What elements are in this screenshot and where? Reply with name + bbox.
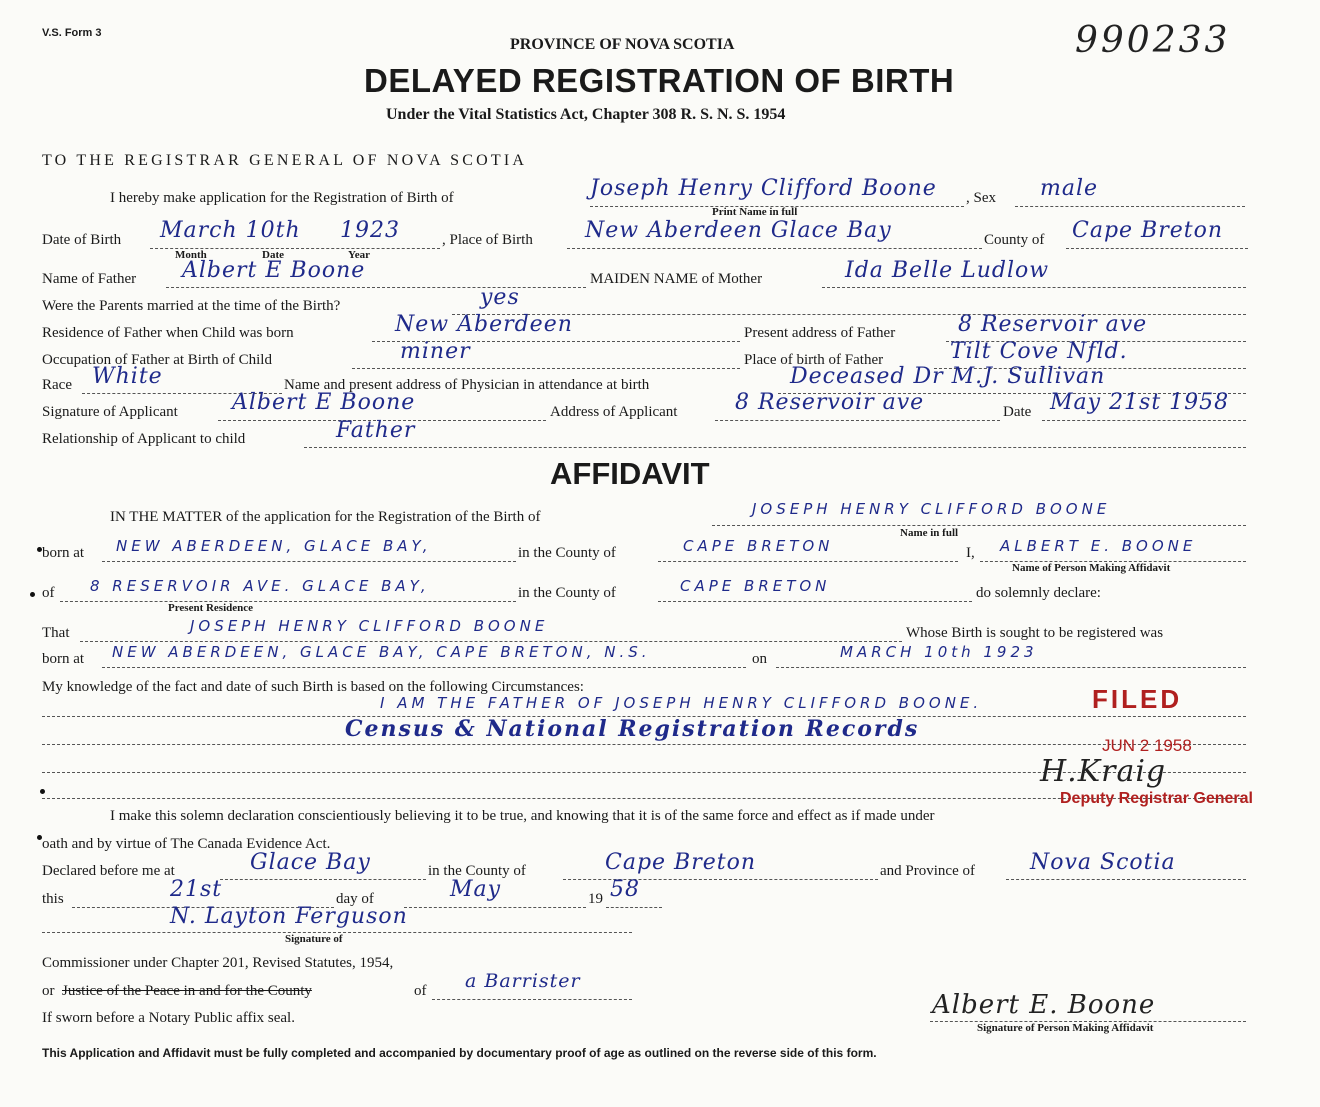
deponent-signature: Albert E. Boone <box>932 990 1156 1020</box>
sex-label: , Sex <box>966 190 996 206</box>
applicant-signature: Albert E Boone <box>232 390 416 415</box>
present-address-label: Present address of Father <box>744 325 896 341</box>
born-at-label-2: born at <box>42 651 85 667</box>
date-caption: Date <box>262 249 284 261</box>
on-label: on <box>752 651 767 667</box>
of-label: of <box>42 585 55 601</box>
applicant-signature-label: Signature of Applicant <box>42 404 178 420</box>
day-of-label: day of <box>336 891 374 907</box>
mother-label: MAIDEN NAME of Mother <box>590 271 763 287</box>
race-value: White <box>92 364 163 389</box>
married-value: yes <box>480 285 520 310</box>
province-label: and Province of <box>880 863 975 879</box>
father-birthplace-label: Place of birth of Father <box>744 352 884 368</box>
born-at-value: NEW ABERDEEN, GLACE BAY, <box>116 537 432 555</box>
affidavit-heading: AFFIDAVIT <box>550 456 710 491</box>
deponent-name: ALBERT E. BOONE <box>1000 537 1197 555</box>
affiant-residence: 8 RESERVOIR AVE. GLACE BAY, <box>90 577 430 595</box>
relationship-label: Relationship of Applicant to child <box>42 431 246 447</box>
page-subtitle: Under the Vital Statistics Act, Chapter 308 R. S. N. S. 1954 <box>386 106 786 123</box>
circumstance-1: I AM THE FATHER OF JOSEPH HENRY CLIFFORD BOONE. <box>380 694 983 712</box>
matter-label: IN THE MATTER of the application for the Registration of the Birth of <box>110 509 541 525</box>
month-caption: Month <box>175 249 207 261</box>
declared-at-label: Declared before me at <box>42 863 175 879</box>
county-label-2: in the County of <box>518 585 616 601</box>
barrister-value: a Barrister <box>465 970 581 992</box>
form-id: V.S. Form 3 <box>42 27 102 39</box>
child-name: Joseph Henry Clifford Boone <box>590 176 937 201</box>
document-number: 990233 <box>1075 20 1231 61</box>
notary-label: If sworn before a Notary Public affix seal. <box>42 1010 295 1026</box>
i-label: I, <box>966 545 975 561</box>
father-name: Albert E Boone <box>182 258 366 283</box>
deputy-registrar-signature: H.Kraig <box>1040 754 1167 789</box>
filed-stamp-date: JUN 2 1958 <box>1102 736 1192 755</box>
matter-name: JOSEPH HENRY CLIFFORD BOONE <box>752 500 1111 518</box>
declared-day: 21st <box>170 877 223 902</box>
deponent-caption: Name of Person Making Affidavit <box>1012 562 1171 574</box>
county-label: County of <box>984 232 1045 248</box>
that-label: That <box>42 625 70 641</box>
application-date-label: Date <box>1003 404 1032 420</box>
applicant-address-value: 8 Reservoir ave <box>735 390 925 415</box>
residence-label: Residence of Father when Child was born <box>42 325 294 341</box>
county-value-2: CAPE BRETON <box>680 577 831 595</box>
this-label: this <box>42 891 64 907</box>
sex-value: male <box>1040 176 1099 201</box>
solemn-declaration-2: oath and by virtue of The Canada Evidence Act. <box>42 836 331 852</box>
whose-birth-label: Whose Birth is sought to be registered was <box>906 625 1164 641</box>
print-name-caption: Print Name in full <box>712 206 798 218</box>
county-value-1: CAPE BRETON <box>683 537 834 555</box>
year-prefix: 19 <box>588 891 603 907</box>
year-caption: Year <box>348 249 370 261</box>
applicant-address-label: Address of Applicant <box>550 404 678 420</box>
father-label: Name of Father <box>42 271 137 287</box>
declare-label: do solemnly declare: <box>976 585 1101 601</box>
dob-label: Date of Birth <box>42 232 122 248</box>
circumstance-2: Census & National Registration Records <box>345 716 920 742</box>
province-heading: PROVINCE OF NOVA SCOTIA <box>510 36 735 53</box>
county-value: Cape Breton <box>1072 218 1224 243</box>
deponent-signature-caption: Signature of Person Making Affidavit <box>977 1022 1154 1034</box>
physician-label: Name and present address of Physician in attendance at birth <box>284 377 650 393</box>
justice-struck: Justice of the Peace in and for the County <box>62 983 312 999</box>
dob-month: March 10th <box>160 218 301 243</box>
footer-note: This Application and Affidavit must be fully completed and accompanied by documentary proof of age as outlined on the reverse side of this form. <box>42 1046 877 1060</box>
knowledge-label: My knowledge of the fact and date of such Birth is based on the following Circumstances: <box>42 679 584 695</box>
county-value-3: Cape Breton <box>605 850 757 875</box>
signature-of-caption: Signature of <box>285 933 343 945</box>
commissioner-signature: N. Layton Ferguson <box>170 904 408 929</box>
province-value: Nova Scotia <box>1030 850 1176 875</box>
relationship-value: Father <box>336 418 416 443</box>
county-label-1: in the County of <box>518 545 616 561</box>
present-residence-caption: Present Residence <box>168 602 254 614</box>
declared-year: 58 <box>610 877 640 902</box>
on-date: MARCH 10th 1923 <box>840 643 1038 661</box>
dob-year: 1923 <box>340 218 400 243</box>
declared-month: May <box>450 877 502 902</box>
residence-value: New Aberdeen <box>395 312 573 337</box>
married-label: Were the Parents married at the time of the Birth? <box>42 298 341 314</box>
application-intro-label: I hereby make application for the Registration of Birth of <box>110 190 454 206</box>
declared-at-value: Glace Bay <box>250 850 371 875</box>
filed-stamp: FILED <box>1092 684 1183 714</box>
place-of-birth: New Aberdeen Glace Bay <box>585 218 892 243</box>
race-label: Race <box>42 377 72 393</box>
occupation-value: miner <box>400 339 471 364</box>
occupation-label: Occupation of Father at Birth of Child <box>42 352 272 368</box>
page-title: DELAYED REGISTRATION OF BIRTH <box>364 62 955 99</box>
solemn-declaration-1: I make this solemn declaration conscientiously believing it to be true, and knowing that it is of the same force and effect as if made under <box>110 808 935 824</box>
addressee: TO THE REGISTRAR GENERAL OF NOVA SCOTIA <box>42 152 528 169</box>
commissioner-line: Commissioner under Chapter 201, Revised Statutes, 1954, <box>42 955 394 971</box>
or-label: or <box>42 983 55 999</box>
name-in-full-caption: Name in full <box>900 527 959 539</box>
that-name: JOSEPH HENRY CLIFFORD BOONE <box>190 617 549 635</box>
born-at-value-2: NEW ABERDEEN, GLACE BAY, CAPE BRETON, N.S. <box>112 643 651 661</box>
mother-name: Ida Belle Ludlow <box>845 258 1050 283</box>
application-date: May 21st 1958 <box>1050 390 1230 415</box>
born-at-label: born at <box>42 545 85 561</box>
place-label: , Place of Birth <box>442 232 533 248</box>
of-label-2: of <box>414 983 427 999</box>
father-birthplace-value: Tilt Cove Nfld. <box>950 339 1128 364</box>
present-address-value: 8 Reservoir ave <box>958 312 1148 337</box>
county-label-3: in the County of <box>428 863 526 879</box>
physician-value: Deceased Dr M.J. Sullivan <box>790 364 1106 389</box>
deputy-registrar-title: Deputy Registrar General <box>1060 790 1253 807</box>
